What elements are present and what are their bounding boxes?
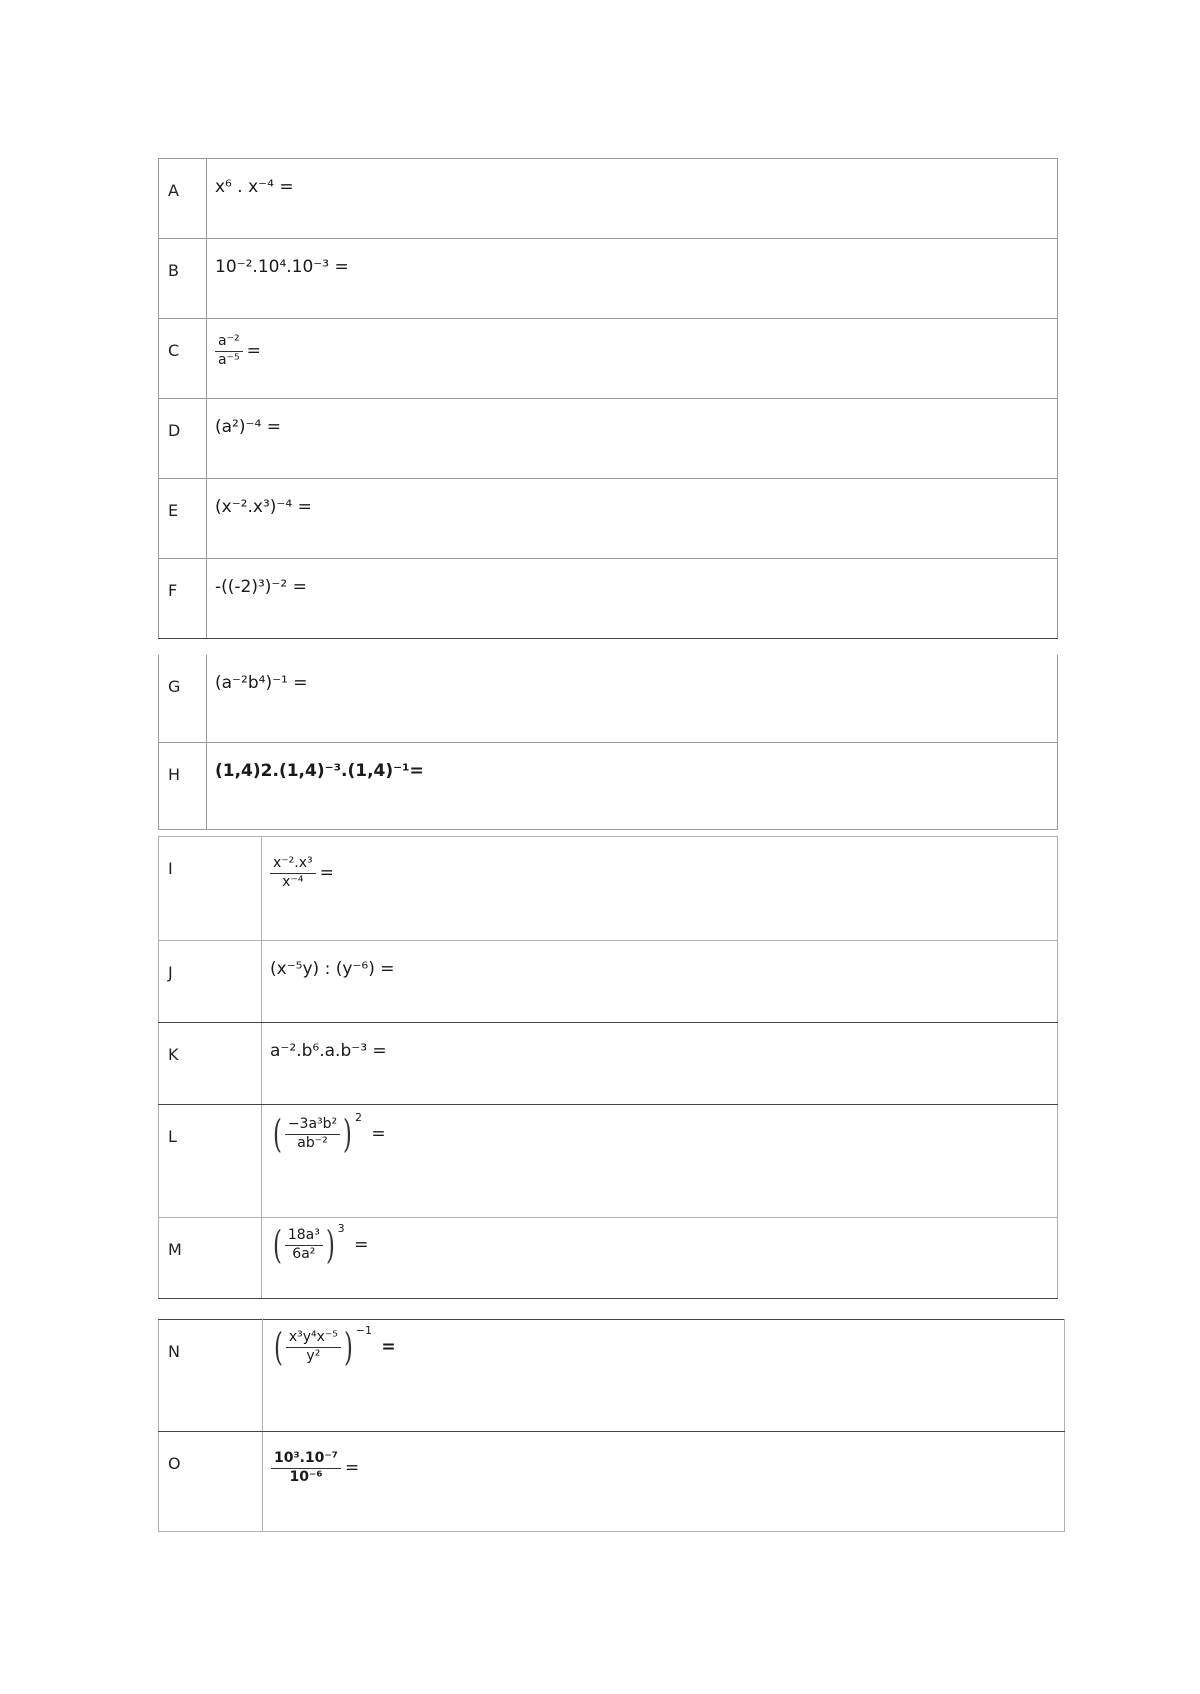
exercise-row-c <box>159 319 1058 399</box>
exercise-expression: a⁻².b⁶.a.b⁻³ = <box>262 1023 1058 1105</box>
exercise-row-a <box>159 159 1058 239</box>
exercise-expression: 10⁻².10⁴.10⁻³ = <box>207 239 1058 319</box>
left-parenthesis: ( <box>272 1223 282 1267</box>
exercise-label: E <box>159 479 207 559</box>
exercise-expression <box>263 1432 1065 1532</box>
exercise-expression <box>263 1320 1065 1432</box>
outer-exponent: −1 <box>355 1324 372 1337</box>
fraction-numerator: x³y⁴x⁻⁵ <box>286 1329 341 1348</box>
fraction-denominator: a⁻⁵ <box>218 351 240 368</box>
equals-sign: = <box>319 863 334 883</box>
exercise-label: L <box>159 1105 262 1218</box>
fraction-numerator: 10³.10⁻⁷ <box>271 1450 341 1469</box>
fraction-denominator: ab⁻² <box>297 1134 328 1151</box>
exercise-row-b <box>159 239 1058 319</box>
exercise-label: D <box>159 399 207 479</box>
exercise-label: K <box>159 1023 262 1105</box>
exercise-expression: (1,4)2.(1,4)⁻³.(1,4)⁻¹= <box>207 742 1058 829</box>
exercise-row-g <box>159 655 1058 742</box>
left-parenthesis: ( <box>273 1325 283 1369</box>
exercise-row-f <box>159 559 1058 639</box>
exercise-label: C <box>159 319 207 399</box>
fraction <box>285 1227 323 1263</box>
exercise-table-3 <box>158 836 1058 1299</box>
exercise-expression <box>262 1105 1058 1218</box>
outer-exponent: 2 <box>354 1111 362 1124</box>
exercise-label: N <box>159 1320 263 1432</box>
fraction <box>271 1450 341 1486</box>
fraction <box>286 1329 341 1365</box>
equals-sign: = <box>246 341 261 361</box>
exercise-row-h <box>159 742 1058 829</box>
exercise-expression <box>262 837 1058 941</box>
exercise-label: J <box>159 941 262 1023</box>
exercise-label: B <box>159 239 207 319</box>
exercise-row-k <box>159 1023 1058 1105</box>
fraction-numerator: −3a³b² <box>285 1116 340 1135</box>
exercise-expression: (x⁻².x³)⁻⁴ = <box>207 479 1058 559</box>
fraction <box>215 333 243 369</box>
fraction-denominator: y² <box>306 1347 321 1364</box>
exercise-table-1 <box>158 158 1058 639</box>
exercise-label: H <box>159 742 207 829</box>
fraction-numerator: 18a³ <box>285 1227 323 1246</box>
exercise-label: O <box>159 1432 263 1532</box>
exercise-expression: x⁶ . x⁻⁴ = <box>207 159 1058 239</box>
fraction-denominator: x⁻⁴ <box>282 873 304 890</box>
exercise-label: A <box>159 159 207 239</box>
equals-sign: = <box>371 1124 386 1144</box>
left-parenthesis: ( <box>272 1112 282 1156</box>
exercise-label: G <box>159 655 207 742</box>
fraction-numerator: a⁻² <box>215 333 243 352</box>
right-parenthesis: ) <box>343 1112 353 1156</box>
exercise-row-l <box>159 1105 1058 1218</box>
fraction <box>285 1116 340 1152</box>
exercise-row-m <box>159 1218 1058 1299</box>
right-parenthesis: ) <box>343 1325 353 1369</box>
exercise-row-o <box>159 1432 1065 1532</box>
exercise-expression: (x⁻⁵y) : (y⁻⁶) = <box>262 941 1058 1023</box>
exercise-label: F <box>159 559 207 639</box>
exercise-row-j <box>159 941 1058 1023</box>
outer-exponent: 3 <box>337 1222 345 1235</box>
equals-sign: = <box>344 1458 360 1478</box>
exercise-row-i <box>159 837 1058 941</box>
right-parenthesis: ) <box>325 1223 335 1267</box>
exercise-row-d <box>159 399 1058 479</box>
exercise-expression <box>262 1218 1058 1299</box>
exercise-row-e <box>159 479 1058 559</box>
equals-sign: = <box>381 1337 396 1357</box>
exercise-table-2 <box>158 655 1058 830</box>
exercise-expression: -((-2)³)⁻² = <box>207 559 1058 639</box>
exercise-row-n <box>159 1320 1065 1432</box>
fraction-numerator: x⁻².x³ <box>270 855 316 874</box>
fraction <box>270 855 316 891</box>
exercise-table-4 <box>158 1319 1065 1532</box>
fraction-denominator: 6a² <box>292 1245 316 1262</box>
equals-sign: = <box>354 1235 369 1255</box>
exercise-expression: (a²)⁻⁴ = <box>207 399 1058 479</box>
exercise-label: I <box>159 837 262 941</box>
exercise-expression <box>207 319 1058 399</box>
exercise-label: M <box>159 1218 262 1299</box>
fraction-denominator: 10⁻⁶ <box>289 1468 323 1485</box>
exercise-expression: (a⁻²b⁴)⁻¹ = <box>207 655 1058 742</box>
